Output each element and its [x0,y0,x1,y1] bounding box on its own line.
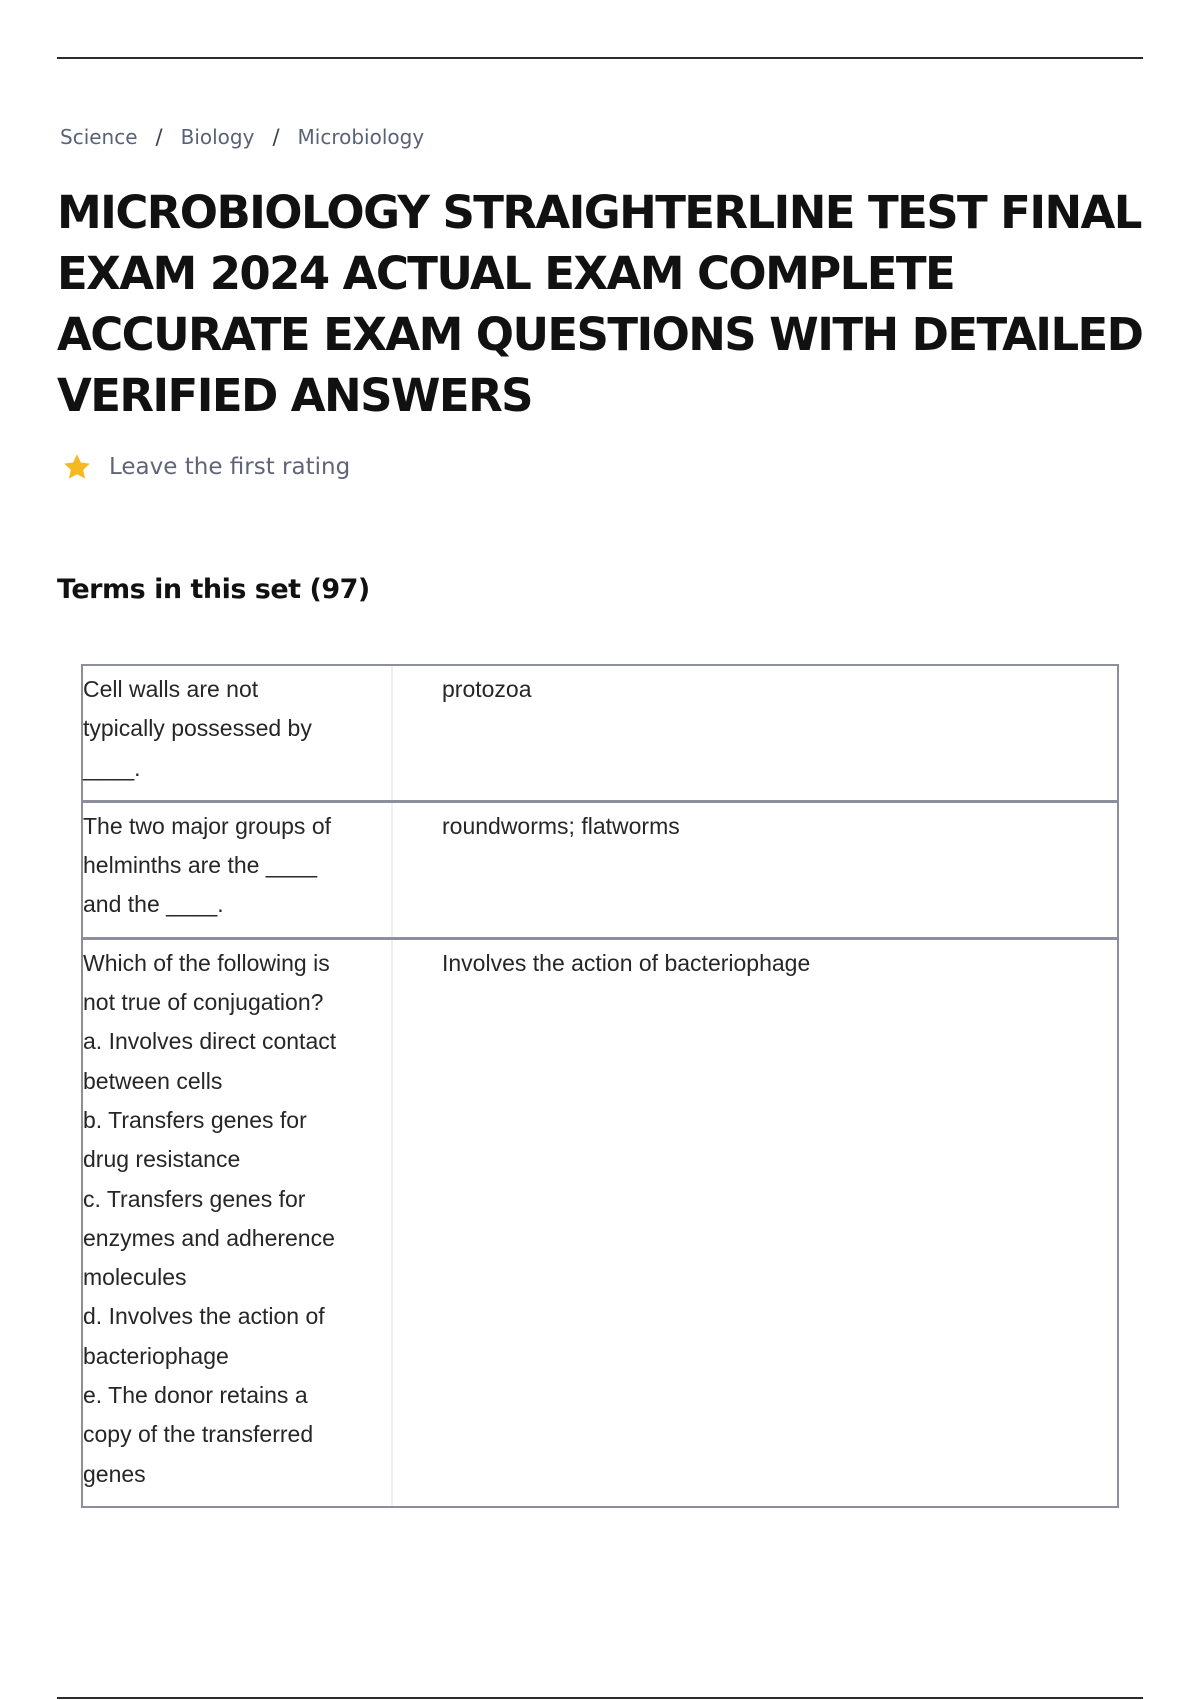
bottom-divider [57,1697,1143,1699]
rating-button[interactable] [62,452,350,482]
breadcrumb-separator: / [272,125,280,149]
breadcrumb-biology[interactable]: Biology [180,125,255,149]
breadcrumb-microbiology[interactable]: Microbiology [297,125,425,149]
term-row [83,937,1117,1506]
term-row [83,800,1117,937]
star-shape [64,454,90,478]
terms-table [81,664,1119,1508]
top-divider [57,57,1143,59]
breadcrumb [60,125,424,149]
term-question: Which of the following is not true of conjugation? a. Involves direct contact between cells b. Transfers genes for drug resistance c. Transfers genes for enzymes and adherence molecules d. Involves the action of bacteriophage e. The donor retains a copy of the transferred genes [83,940,393,1506]
term-question: The two major groups of helminths are the ____ and the ____. [83,803,393,937]
term-row [83,666,1117,800]
breadcrumb-separator: / [155,125,163,149]
star-icon [62,452,92,482]
breadcrumb-science[interactable]: Science [60,125,138,149]
term-question: Cell walls are not typically possessed by ____. [83,666,393,800]
term-answer: Involves the action of bacteriophage [442,949,811,976]
rating-label: Leave the first rating [109,454,351,480]
term-answer: protozoa [442,676,532,702]
terms-heading: Terms in this set (97) [57,574,370,605]
term-answer: roundworms; flatworms [442,812,680,839]
page-title: MICROBIOLOGY STRAIGHTERLINE TEST FINAL EXAM 2024 ACTUAL EXAM COMPLETE ACCURATE EXAM QUESTIONS WITH DETAILED VERIFIED ANSWERS [57,186,1143,422]
